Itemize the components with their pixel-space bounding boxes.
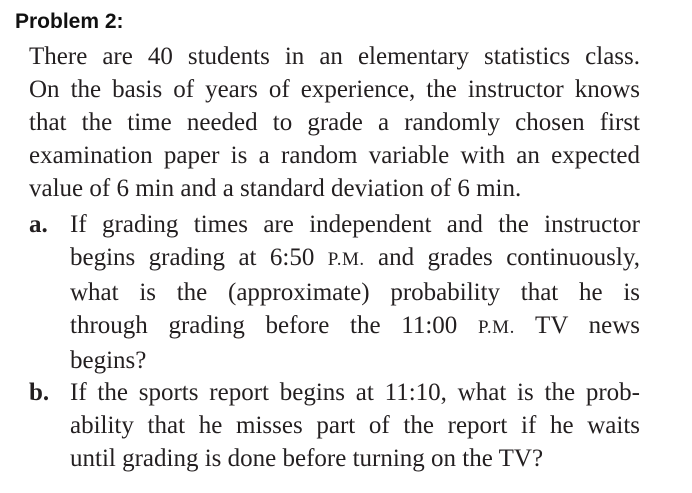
part-b-text <box>70 376 640 475</box>
part-a-line: If grading times are independent and the instructor <box>70 211 640 238</box>
part-b-letter: b. <box>29 379 50 406</box>
part-a-line <box>70 309 640 344</box>
part-b-line: ability that he misses part of the report if he waits <box>70 412 640 439</box>
text-fragment: TV news <box>514 312 640 339</box>
part-a-line <box>70 241 640 276</box>
text-fragment: begins grading at 6:50 <box>70 244 328 271</box>
part-a-line: what is the (approximate) probability that he is <box>70 279 640 306</box>
part-b-line: until grading is done before turning on the TV? <box>70 445 544 472</box>
part-a-text <box>70 208 640 377</box>
intro-line: examination paper is a random variable with an expected <box>29 142 640 169</box>
pm-abbreviation: P.M. <box>327 249 365 270</box>
pm-abbreviation: P.M. <box>477 317 515 338</box>
intro-line: value of 6 min and a standard deviation of 6 min. <box>29 175 522 202</box>
text-fragment: and grades continuously, <box>364 244 640 271</box>
intro-line: that the time needed to grade a randomly chosen first <box>29 109 640 136</box>
text-fragment: through grading before the 11:00 <box>70 312 478 339</box>
problem-intro <box>29 40 640 205</box>
intro-line: On the basis of years of experience, the instructor knows <box>29 76 640 103</box>
problem-heading: Problem 2: <box>15 10 124 33</box>
intro-line: There are 40 students in an elementary statistics class. <box>29 43 640 70</box>
part-a-letter: a. <box>29 211 48 238</box>
part-a-line: begins? <box>70 347 147 374</box>
part-b-line: If the sports report begins at 11:10, what is the prob- <box>70 379 640 406</box>
